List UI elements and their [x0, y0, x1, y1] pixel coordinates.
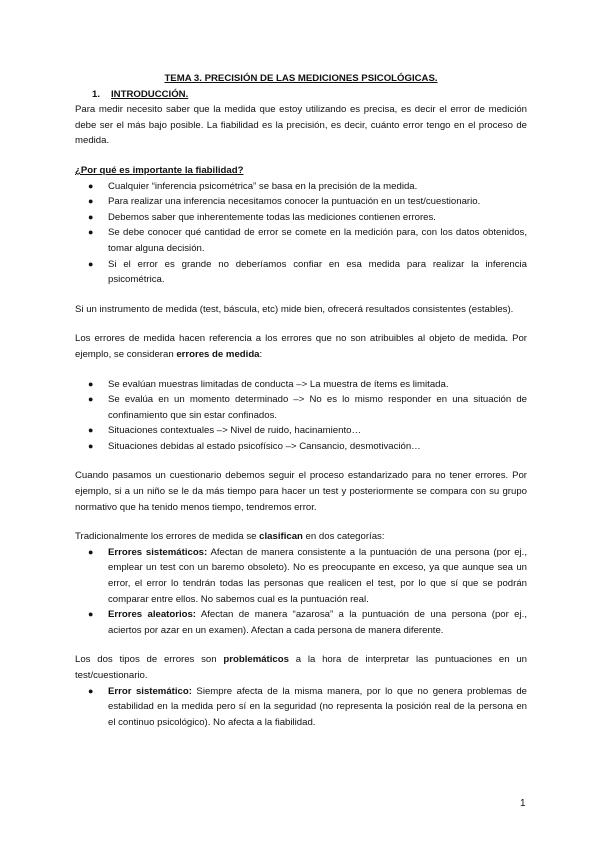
section-label: INTRODUCCIÓN.: [111, 88, 189, 100]
bullet-icon: ●: [88, 440, 94, 451]
page-title: TEMA 3. PRECISIÓN DE LAS MEDICIONES PSICOLÓGICAS.: [164, 73, 438, 84]
list-item: ● Errores sistemáticos: Afectan de manera consistente a la puntuación de una persona (por ej., emplear un test con un baremo obsoleto). No es preocupante en exceso, ya que aunque sea un error, el error lo tendrán todas las personas que realicen el test, por lo que sí que se podrán comparar entre ellos. No sabemos cual es la puntuación real.: [88, 546, 528, 605]
list-item: ● Debemos saber que inherentemente todas las mediciones contienen errores.: [75, 210, 527, 226]
bullet-icon: ●: [88, 196, 94, 207]
error-sources-list: [75, 377, 527, 455]
bullet-icon: ●: [88, 425, 94, 436]
list-item: ● Se evalúan muestras limitadas de conducta –> La muestra de ítems es limitada.: [75, 377, 527, 393]
questionnaire-paragraph: Cuando pasamos un cuestionario debemos seguir el proceso estandarizado para no tener errores. Por ejemplo, si a un niño se le da más tiempo para hacer un test y posteriormente se compara con su grupo normativo que ha tenido menos tiempo, tendremos error.: [75, 470, 527, 513]
page-number: 1: [520, 798, 526, 809]
list-item: ● Cualquier “inferencia psicométrica” se basa en la precisión de la medida.: [75, 179, 527, 195]
intro-paragraph: Para medir necesito saber que la medida que estoy utilizando es precisa, es decir el error de medición debe ser el más bajo posible. La fiabilidad es la precisión, es decir, cuánto error tengo en el proceso de medida.: [75, 104, 527, 147]
bullet-icon: ●: [88, 258, 94, 269]
bullet-icon: ●: [88, 546, 94, 557]
classify-paragraph: Tradicionalmente los errores de medida se clasifican en dos categorías:: [75, 531, 385, 543]
bullet-icon: ●: [88, 211, 94, 222]
list-item: ● Error sistemático: Siempre afecta de la misma manera, por lo que no genera problemas de estabilidad en la medida pero sí en la seguridad (no representa la posición real de la persona en el continuo psicológico). No afecta a la fiabilidad.: [88, 685, 528, 728]
list-item: ● Si el error es grande no deberíamos confiar en esa medida para realizar la inferencia psicométrica.: [88, 258, 527, 286]
bullet-icon: ●: [88, 685, 94, 696]
list-item: ● Errores aleatorios: Afectan de manera “azarosa” a la puntuación de una persona (por ej., aciertos por azar en un examen). Afectan a cada persona de manera diferente.: [88, 609, 527, 636]
problem-list: [75, 684, 527, 731]
list-item: ● Se evalúa en un momento determinado –> No es lo mismo responder en una situación de confinamiento que sin estar confinados.: [88, 394, 527, 421]
classify-list: [75, 545, 527, 639]
problem-paragraph: Los dos tipos de errores son problemáticos a la hora de interpretar las puntuaciones en un test/cuestionario.: [75, 654, 527, 681]
errors-paragraph: Los errores de medida hacen referencia a los errores que no son atribuibles al objeto de medida. Por ejemplo, se consideran errores de medida:: [75, 333, 527, 360]
why-heading: ¿Por qué es importante la fiabilidad?: [75, 164, 244, 176]
list-item: ● Situaciones contextuales –> Nivel de ruido, hacinamiento…: [75, 423, 527, 439]
bullet-icon: ●: [88, 227, 94, 238]
list-item: ● Para realizar una inferencia necesitamos conocer la puntuación en un test/cuestionario.: [75, 194, 527, 210]
bullet-icon: ●: [88, 180, 94, 191]
section-heading: [92, 87, 527, 103]
why-list: [75, 179, 527, 288]
bullet-icon: ●: [88, 609, 94, 620]
list-item: ● Se debe conocer qué cantidad de error se comete en la medición para, con los datos obtenidos, tomar alguna decisión.: [88, 227, 527, 254]
section-number: 1.: [92, 88, 101, 100]
page-content: [75, 71, 527, 730]
bullet-icon: ●: [88, 378, 94, 389]
instrument-paragraph: Si un instrumento de medida (test, báscula, etc) mide bien, ofrecerá resultados consistentes (estables).: [75, 303, 514, 315]
bullet-icon: ●: [88, 394, 94, 405]
list-item: ● Situaciones debidas al estado psicofísico –> Cansancio, desmotivación…: [75, 439, 527, 455]
